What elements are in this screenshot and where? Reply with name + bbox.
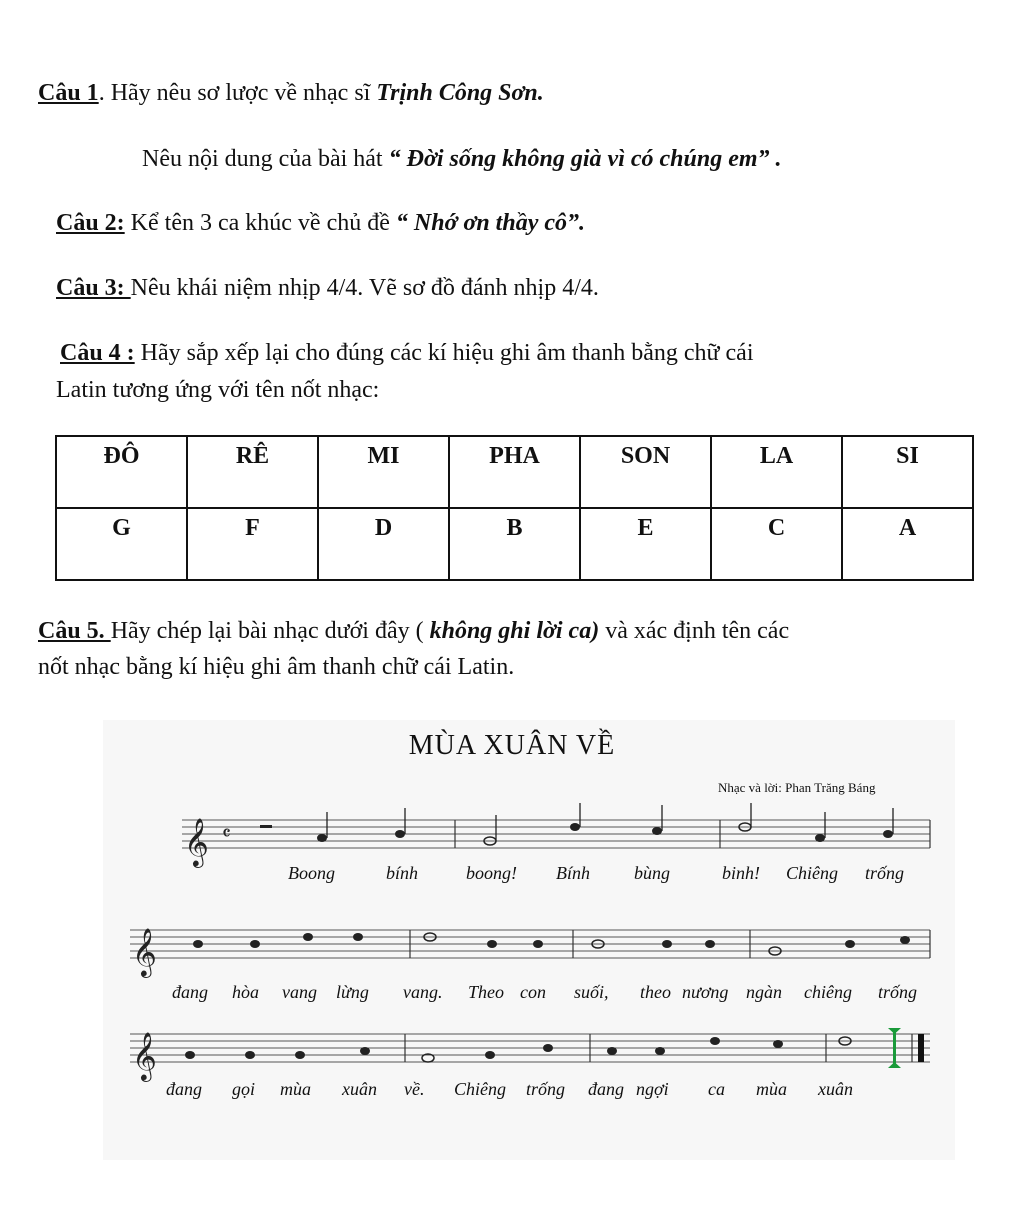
lyric-word: Chiêng xyxy=(786,863,838,883)
question-4-line-2: Latin tương ứng với tên nốt nhạc: xyxy=(56,377,380,403)
q4-label: Câu 4 : xyxy=(60,340,135,366)
note-letter-cell: G xyxy=(56,508,187,580)
lyric-word: chiêng xyxy=(804,982,852,1002)
lyric-word: mùa xyxy=(756,1079,787,1099)
half-rest-icon xyxy=(260,825,272,828)
q3-text: Nêu khái niệm nhịp 4/4. Vẽ sơ đồ đánh nhịp 4/4. xyxy=(130,275,599,301)
note-name-cell: RÊ xyxy=(187,436,318,508)
lyric-word: suối, xyxy=(574,982,609,1002)
lyric-word: đang xyxy=(166,1079,202,1099)
song-title: MÙA XUÂN VỀ xyxy=(408,730,616,761)
note-letter-cell: B xyxy=(449,508,580,580)
lyric-word: lừng xyxy=(336,982,369,1002)
q2-topic: “ Nhớ ơn thầy cô”. xyxy=(395,210,585,236)
q1-label: Câu 1 xyxy=(38,80,99,106)
q5-text-end: và xác định tên các xyxy=(599,618,790,644)
q1-line2-text: Nêu nội dung của bài hát xyxy=(142,146,389,172)
staff-lines xyxy=(130,820,930,1062)
common-time-icon: 𝄴 xyxy=(222,821,231,845)
q2-text: Kể tên 3 ca khúc về chủ đề xyxy=(124,210,396,236)
q5-emphasis: không ghi lời ca) xyxy=(429,618,600,644)
lyric-word: theo xyxy=(640,982,671,1002)
lyric-word: hòa xyxy=(232,982,259,1002)
q1-name: Trịnh Công Sơn. xyxy=(376,80,544,106)
lyric-word: xuân xyxy=(818,1079,853,1099)
song-credit: Nhạc và lời: Phan Trăng Báng xyxy=(718,780,876,795)
note-letter-cell: D xyxy=(318,508,449,580)
lyric-word: trống xyxy=(878,982,918,1002)
lyric-word: trống xyxy=(865,863,905,883)
note-name-cell: MI xyxy=(318,436,449,508)
lyric-word: gọi xyxy=(232,1079,256,1099)
lyric-word: ngàn xyxy=(746,982,782,1002)
q5-text: Hãy chép lại bài nhạc dưới đây ( xyxy=(110,618,430,644)
lyric-word: đang xyxy=(588,1079,624,1099)
note-name-cell: ĐÔ xyxy=(56,436,187,508)
lyric-word: Boong xyxy=(288,863,335,883)
q2-label: Câu 2: xyxy=(56,210,125,236)
lyric-word: boong! xyxy=(466,863,517,883)
lyric-word: bính xyxy=(386,863,419,883)
lyric-word: bùng xyxy=(634,863,670,883)
lyric-word: Chiêng xyxy=(454,1079,506,1099)
treble-clef-icon: 𝄞 xyxy=(184,817,209,866)
q1-song: “ Đời sống không già vì có chúng em” . xyxy=(388,146,782,172)
q4-text: Hãy sắp xếp lại cho đúng các kí hiệu ghi âm thanh bằng chữ cái xyxy=(134,340,754,366)
note-letter-cell: E xyxy=(580,508,711,580)
lyric-word: đang xyxy=(172,982,208,1002)
lyric-word: vang. xyxy=(403,982,443,1002)
note-letter-cell: C xyxy=(711,508,842,580)
note-name-cell: PHA xyxy=(449,436,580,508)
lyric-word: xuân xyxy=(342,1079,377,1099)
q3-label: Câu 3: xyxy=(56,275,131,301)
note-name-cell: SI xyxy=(842,436,973,508)
treble-clefs xyxy=(132,817,209,1082)
lyric-word: Bính xyxy=(556,863,590,883)
lyric-word: về. xyxy=(404,1079,425,1099)
lyric-word: trống xyxy=(526,1079,566,1099)
note-letter-cell: A xyxy=(842,508,973,580)
note-name-cell: SON xyxy=(580,436,711,508)
q5-label: Câu 5. xyxy=(38,618,111,644)
final-barline xyxy=(918,1034,924,1062)
lyric-word: Theo xyxy=(468,982,504,1002)
note-letter-cell: F xyxy=(187,508,318,580)
lyric-word: nương xyxy=(682,982,729,1002)
note-stems xyxy=(327,803,893,841)
lyric-word: ngợi xyxy=(636,1079,669,1099)
lyric-word: ca xyxy=(708,1079,725,1099)
lyric-word: binh! xyxy=(722,863,760,883)
lyric-word: vang xyxy=(282,982,317,1002)
note-name-cell: LA xyxy=(711,436,842,508)
treble-clef-icon: 𝄞 xyxy=(132,1031,157,1080)
lyric-word: mùa xyxy=(280,1079,311,1099)
lyric-word: con xyxy=(520,982,546,1002)
treble-clef-icon: 𝄞 xyxy=(132,927,157,976)
note-heads xyxy=(185,823,910,1062)
question-5-line-2: nốt nhạc bằng kí hiệu ghi âm thanh chữ cái Latin. xyxy=(38,654,515,680)
q1-text: . Hãy nêu sơ lược về nhạc sĩ xyxy=(98,80,377,106)
